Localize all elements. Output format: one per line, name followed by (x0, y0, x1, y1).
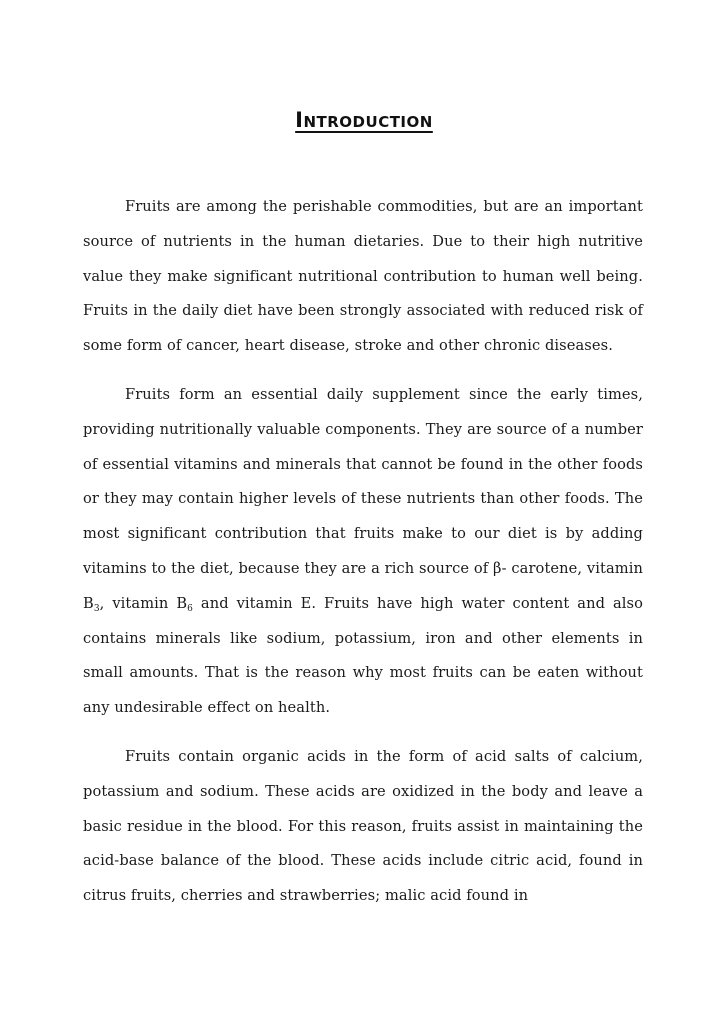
body-text (83, 190, 643, 928)
paragraph-3: Fruits contain organic acids in the form of acid salts of calcium, potassium and sodium. These acids are oxidized in the body and leave a basic residue in the blood. For this reason, fruits assist in maintaining the acid-base balance of the blood. These acids include citric acid, found in citrus fruits, cherries and strawberries; malic acid found in (83, 747, 643, 905)
subscript-3: 3 (93, 603, 100, 614)
paragraph-2-text-b: , vitamin B (99, 594, 188, 612)
section-heading: Introduction (295, 108, 433, 132)
paragraph-2-text-c: and vitamin E. Fruits have high water content and also contains minerals like sodium, potassium, iron and other elements in small amounts. That is the reason why most fruits can be eaten without any undesirable effect on health. (83, 594, 644, 717)
paragraph-1: Fruits are among the perishable commodities, but are an important source of nutrients in the human dietaries. Due to their high nutritive value they make significant nutritional contribution to human well being. Fruits in the daily diet have been strongly associated with reduced risk of some form of cancer, heart disease, stroke and other chronic diseases. (83, 198, 643, 355)
paragraph-2 (83, 378, 643, 726)
paragraph-2-text-a: Fruits form an essential daily supplement since the early times, providing nutritionally valuable components. They are source of a number of essential vitamins and minerals that cannot be found in the other foods or they may contain higher levels of these nutrients than other foods. The most significant contribution that fruits make to our diet is by adding vitamins to the diet, because they are a rich source of β- carotene, vitamin B (83, 385, 643, 612)
subscript-6: 6 (187, 603, 193, 614)
